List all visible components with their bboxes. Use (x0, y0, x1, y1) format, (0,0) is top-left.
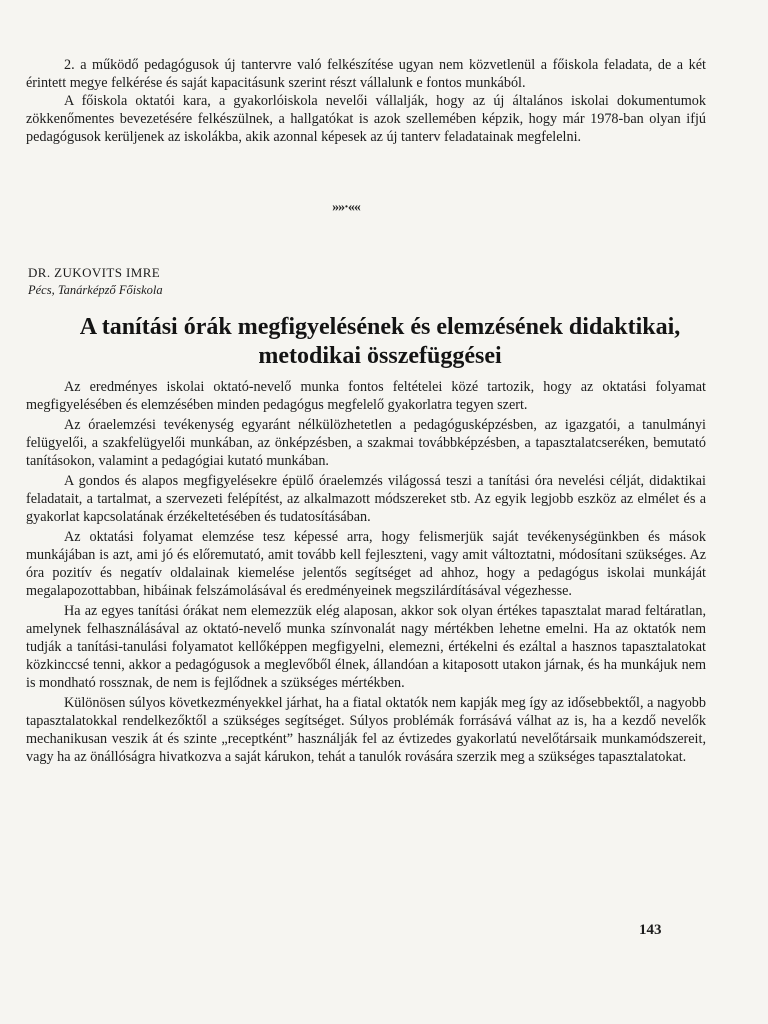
paragraph: A főiskola oktatói kara, a gyakorlóiskola nevelői vállalják, hogy az új általános iskolai dokumentumok zökkenőmentes bevezetésére felkészülnek, a hallgatókat is azok szellemében képzik, hogy már 1978-ban olyan ifjú pedagógusok kerüljenek az iskolákba, akik azonnal képesek az új tanterv feladatainak megfelelni. (26, 93, 706, 145)
paragraph: 2. a működő pedagógusok új tantervre való felkészítése ugyan nem közvetlenül a főiskola feladata, de a két érintett megye felkérése és saját kapacitásunk szerint részt vállalunk e fontos munkából. (26, 57, 706, 91)
section-ornament: »»·«« (332, 200, 360, 215)
paragraph: Az oktatási folyamat elemzése tesz képessé arra, hogy felismerjük saját tevékenységünkben és mások munkájában is azt, ami jó és előremutató, amit tovább kell fejleszteni, vagy amit változtatni, módosítani szükséges. Az óra pozitív és negatív oldalainak kiemelése jelentős segítséget ad ahhoz, hogy a pedagógus iskolai munkáját megalapozottabban, hibáinak felszámolásával és eredményeinek megszilárdításával végezhesse. (26, 529, 706, 599)
byline (28, 264, 163, 299)
page-number: 143 (639, 922, 662, 938)
author-affiliation: Pécs, Tanárképző Főiskola (28, 283, 163, 297)
paragraph: Az óraelemzési tevékenység egyaránt nélkülözhetetlen a pedagógusképzésben, az igazgatói, a tanulmányi felügyelői, a szakfelügyelői munkában, az önképzésben, a szakmai továbbképzésben, a tapasztalatcseréken, bemutató tanításokon, valamint a pedagógiai kutató munkában. (26, 417, 706, 469)
article-title: A tanítási órák megfigyelésének és elemzésének didaktikai, metodikai összefüggései (79, 314, 681, 369)
paragraph: A gondos és alapos megfigyelésekre épülő óraelemzés világossá teszi a tanítási óra nevelési célját, didaktikai feladatait, a tartalmat, a szervezeti felépítést, az alkalmazott módszereket stb. Az egyik legjobb eszköz az elmélet és a gyakorlat kapcsolatának érzékeltetésében és tudatosításában. (26, 473, 706, 525)
paragraph: Ha az egyes tanítási órákat nem elemezzük elég alaposan, akkor sok olyan értékes tapasztalat marad feltáratlan, amelynek felhasználásával az oktató-nevelő munka színvonalát nagy mértékben lehetne emelni. Ha az oktatók nem tudják a tanítási-tanulási folyamatot kellőképpen megfigyelni, elemezni, értékelni és ezáltal a hasznos tapasztalatokat közkinccsé tenni, akkor a pedagógusok a meglevőből élnek, állandóan a kitaposott utakon járnak, és ha munkájuk nem is mondható rossznak, de nem is fejlődnek a szükséges mértékben. (26, 603, 706, 691)
author-name: DR. ZUKOVITS IMRE (28, 265, 161, 280)
paragraph: Az eredményes iskolai oktató-nevelő munka fontos feltételei közé tartozik, hogy az oktatási folyamat megfigyelésében és elemzésében minden pedagógus megfelelő gyakorlatra tegyen szert. (26, 379, 706, 413)
article-body (26, 378, 706, 768)
paragraph: Különösen súlyos következményekkel járhat, ha a fiatal oktatók nem kapják meg így az idősebbektől, a nagyobb tapasztalatokkal rendelkezőktől a szükséges segítséget. Súlyos problémák forrásává válhat az is, ha a kezdő nevelők mechanikusan veszik át és szinte „receptként” használják fel az évtizedes gyakorlatú nevelőtársaik munkamódszereit, vagy ha az önállóságra hivatkozva a saját kárukon, tehát a tanulók rovására szerzik meg a szükséges tapasztalatokat. (26, 695, 706, 765)
continued-text (26, 56, 706, 146)
